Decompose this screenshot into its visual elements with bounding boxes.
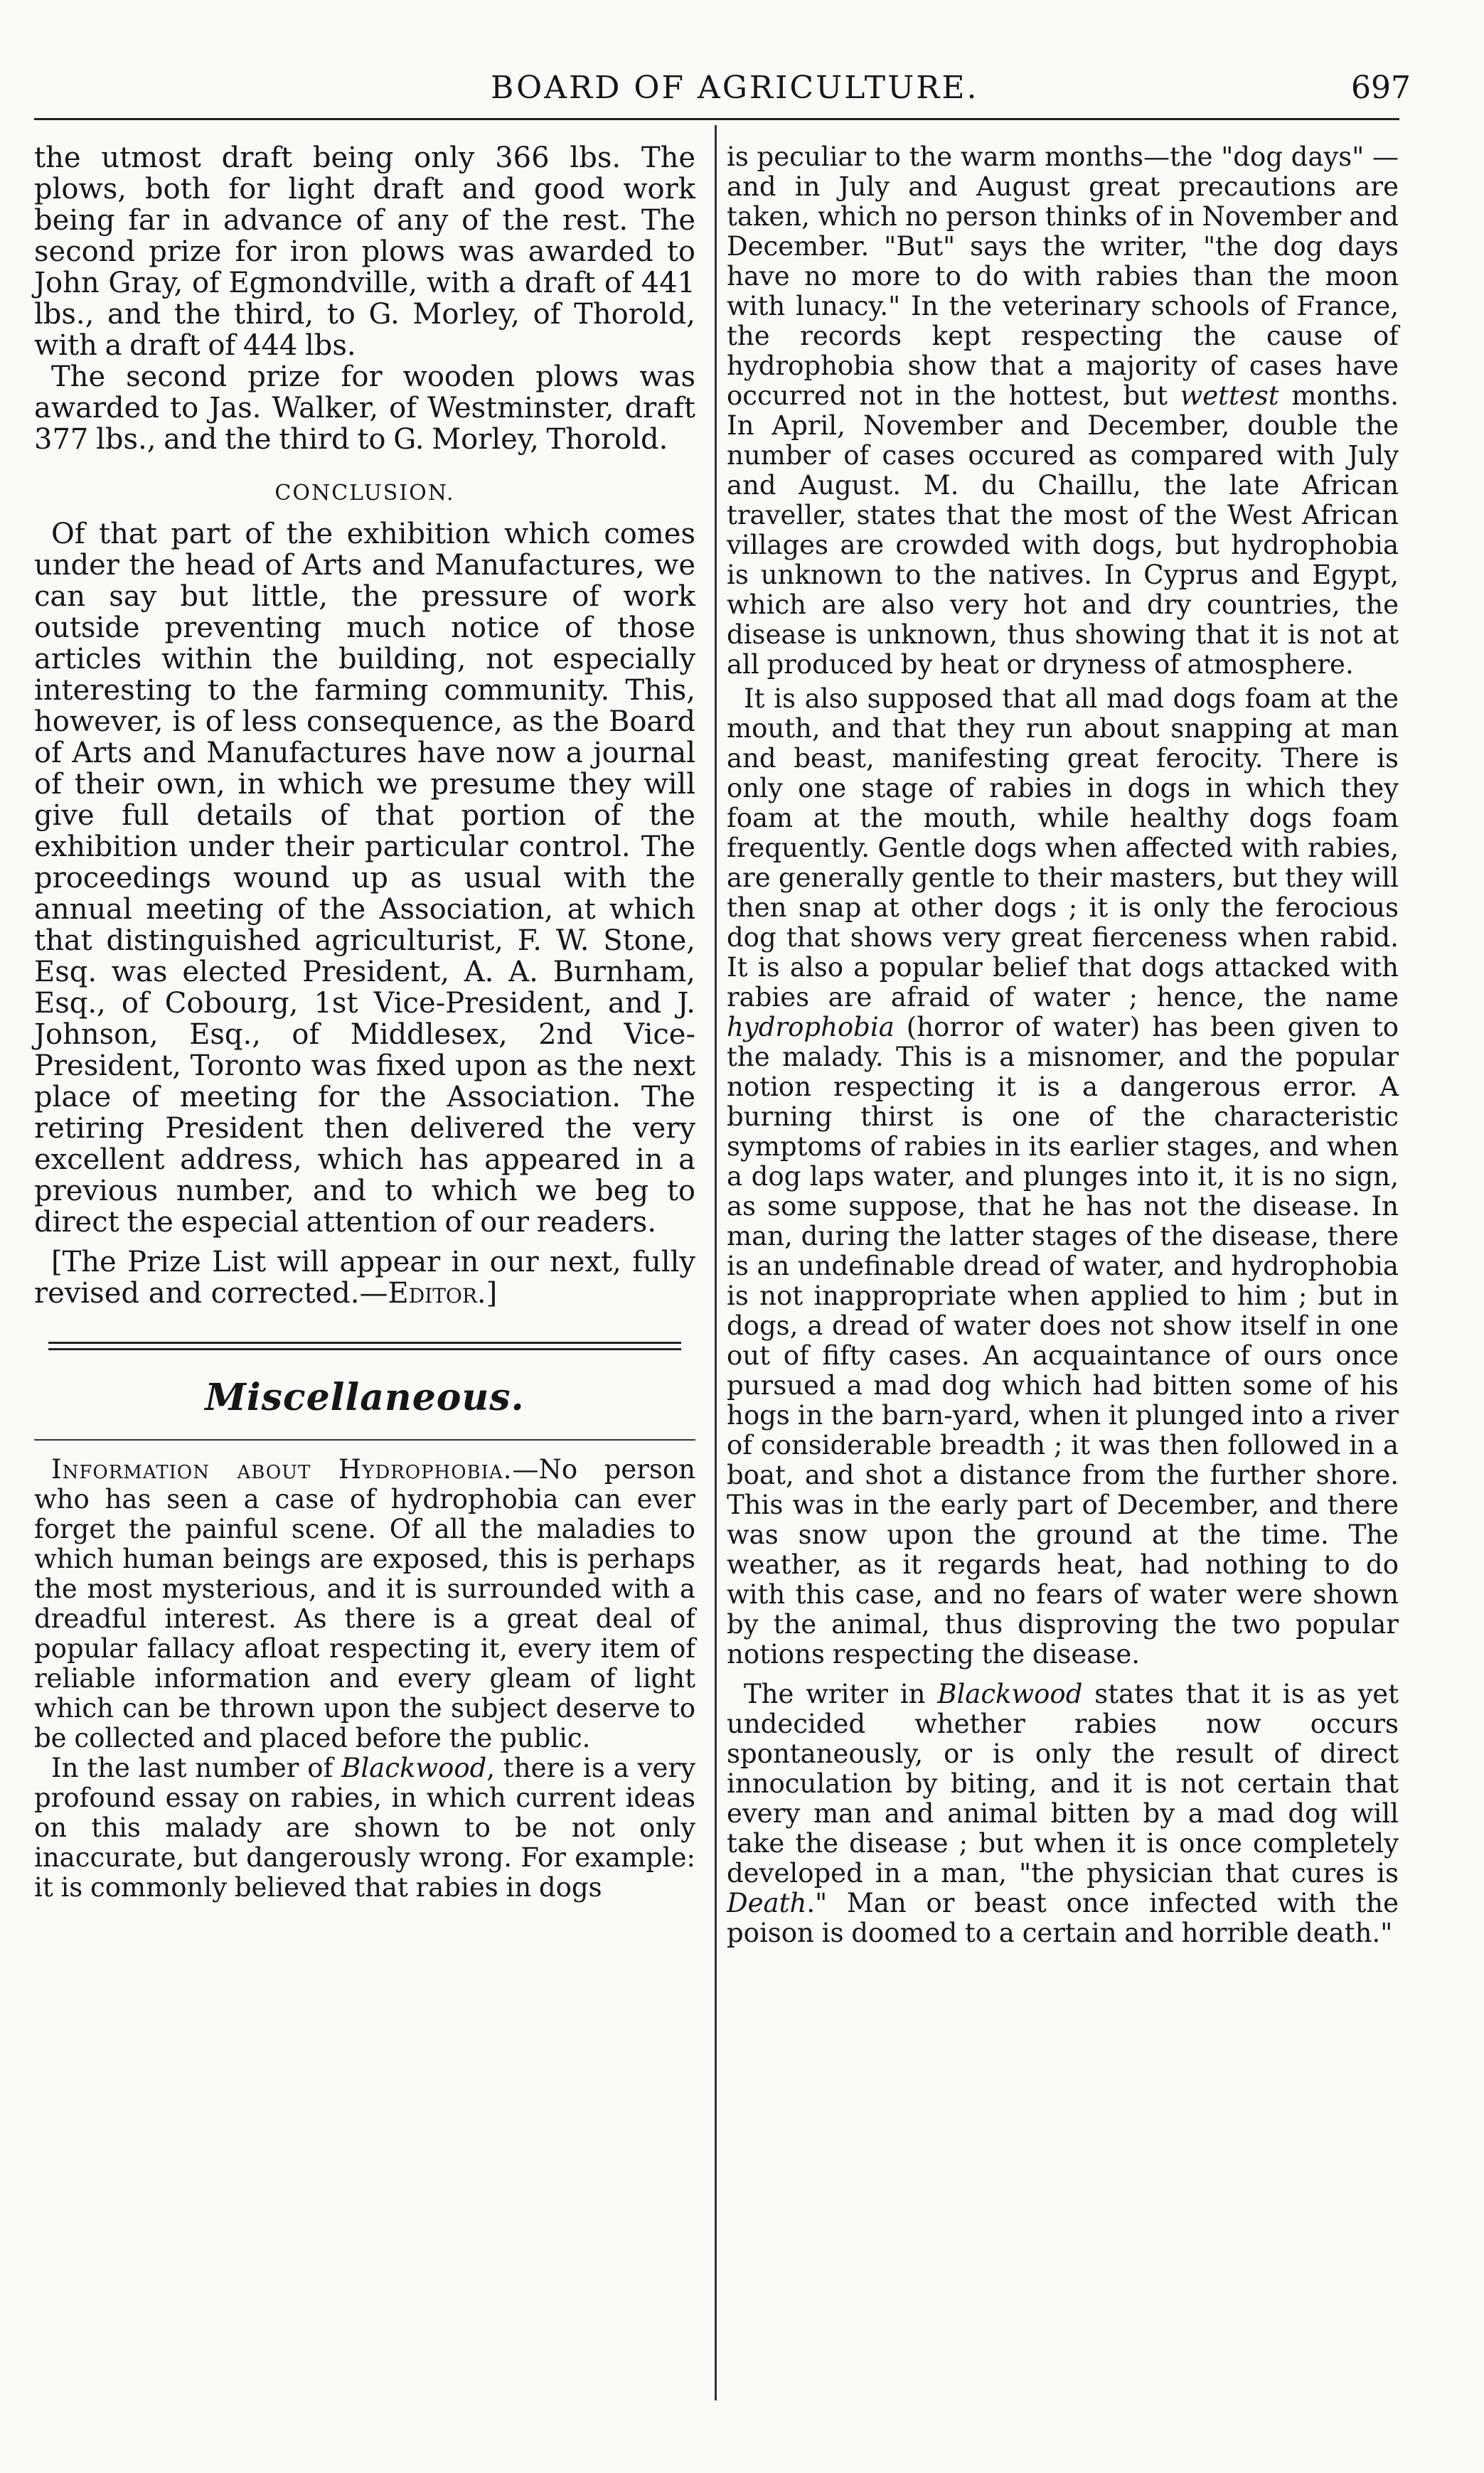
conclusion-heading: CONCLUSION.	[274, 481, 455, 506]
writer-text-c: ." Man or beast once infected with the poison is doomed to a certain and horrible death."	[727, 1888, 1399, 1948]
editor-signature: Editor.	[388, 1277, 486, 1310]
foam-paragraph	[727, 684, 1399, 1670]
section-rule	[34, 1439, 695, 1441]
blackwood-paragraph	[34, 1753, 695, 1903]
wooden-plows-paragraph: The second prize for wooden plows was awarded to Jas. Walker, of Westminster, draft 377 lbs., and the third to G. Morley, Thorold.	[34, 360, 695, 456]
editor-note-close: ]	[486, 1277, 498, 1310]
hydrophobia-intro-text: —No person who has seen a case of hydrophobia can ever forget the painful scene. Of all the maladies to which human beings are exposed, this is perhaps the most mysterious, and it is surrounded with a dreadful interest. As there is a great deal of popular fallacy afloat respecting it, every item of reliable information and every gleam of light which can be thrown upon the subject deserve to be collected and placed before the public.	[34, 1454, 695, 1753]
section-title: Miscellaneous.	[205, 1376, 525, 1419]
running-title: BOARD OF AGRICULTURE.	[491, 70, 979, 106]
editor-note-text: [The Prize List will appear in our next, fully revised and corrected.—	[34, 1246, 695, 1310]
wettest-word: wettest	[1180, 380, 1279, 411]
article-lead-title: Information about Hydrophobia.	[51, 1454, 513, 1485]
left-column	[34, 142, 695, 1903]
writer-text-b: states that it is as yet undecided whether rabies now occurs spontaneously, or is only the result of direct innoculation by biting, and it is not certain that every man and animal bitten by a mad dog will take the disease ; but when it is once completely developed in a man, "the physician that cures is	[727, 1679, 1399, 1889]
editor-note	[34, 1246, 695, 1309]
column-divider	[715, 125, 717, 2400]
right-column	[727, 142, 1399, 1948]
dog-days-text-a: is peculiar to the warm months—the "dog days" —and in July and August great precautions are taken, which no person thinks of in November and December. "But" says the writer, "the dog days have no more to do with rabies than the moon with lunacy." In the veterinary schools of France, the records kept respecting the cause of hydrophobia show that a majority of cases have occurred not in the hottest, but	[727, 141, 1399, 411]
page-number: 697	[1351, 70, 1411, 106]
blackwood-title: Blackwood	[341, 1753, 487, 1783]
blackwood-text-b: , there is a very profound essay on rabies, in which current ideas on this malady are shown to be not only inaccurate, but dangerously wrong. For example: it is commonly believed that rabies in dogs	[34, 1753, 696, 1903]
blackwood-text-a: In the last number of	[51, 1753, 342, 1783]
writer-paragraph	[727, 1679, 1399, 1948]
foam-text-b: (horror of water) has been given to the malady. This is a misnomer, and the popular notion respecting it is a dangerous error. A burning thirst is one of the characteristic symptoms of rabies in its earlier stages, and when a dog laps water, and plunges into it, it is no sign, as some suppose, that he has not the disease. In man, during the latter stages of the disease, there is an undefinable dread of water, and hydrophobia is not inappropriate when applied to him ; but in dogs, a dread of water does not show itself in one out of fifty cases. An acquaintance of ours once pursued a mad dog which had bitten some of his hogs in the barn-yard, when it plunged into a river of considerable breadth ; it was then followed in a boat, and shot a distance from the further shore. This was in the early part of December, and there was snow upon the ground at the time. The weather, as it regards heat, had nothing to do with this case, and no fears of water were shown by the animal, thus disproving the two popular notions respecting the disease.	[727, 1012, 1399, 1670]
foam-text-a: It is also supposed that all mad dogs foam at the mouth, and that they run about snapping at man and beast, manifesting great ferocity. There is only one stage of rabies in dogs in which they foam at the mouth, while healthy dogs foam frequently. Gentle dogs when affected with rabies, are generally gentle to their masters, but they will then snap at other dogs ; it is only the ferocious dog that shows very great fierceness when rabid. It is also a popular belief that dogs attacked with rabies are afraid of water ; hence, the name	[727, 683, 1399, 1013]
hydrophobia-word: hydrophobia	[727, 1012, 895, 1042]
running-head	[0, 70, 1484, 112]
writer-blackwood-title: Blackwood	[937, 1679, 1083, 1709]
writer-text-a: The writer in	[744, 1679, 938, 1709]
conclusion-paragraph: Of that part of the exhibition which comes under the head of Arts and Manufactures, we can say but little, the pressure of work outside preventing much notice of those articles within the building, not especially interesting to the farming community. This, however, is of less consequence, as the Board of Arts and Manufactures have now a journal of their own, in which we presume they will give full details of that portion of the exhibition under their particular control. The proceedings wound up as usual with the annual meeting of the Association, at which that distinguished agriculturist, F. W. Stone, Esq. was elected President, A. A. Burnham, Esq., of Cobourg, 1st Vice-President, and J. Johnson, Esq., of Middlesex, 2nd Vice-President, Toronto was fixed upon as the next place of meeting for the Association. The retiring President then delivered the very excellent address, which has appeared in a previous number, and to which we beg to direct the especial attention of our readers.	[34, 518, 695, 1239]
death-word: Death	[727, 1888, 807, 1918]
section-double-rule	[48, 1342, 681, 1350]
header-rule	[34, 118, 1399, 120]
hydrophobia-intro-paragraph	[34, 1455, 695, 1753]
dog-days-paragraph	[727, 142, 1399, 680]
dog-days-text-b: months. In April, November and December, double the number of cases occured as compared with July and August. M. du Chaillu, the late African traveller, states that the most of the West African villages are crowded with dogs, but hydrophobia is unknown to the natives. In Cyprus and Egypt, which are also very hot and dry countries, the disease is unknown, thus showing that it is not at all produced by heat or dryness of atmosphere.	[727, 380, 1399, 680]
plow-results-paragraph: the utmost draft being only 366 lbs. The plows, both for light draft and good work being far in advance of any of the rest. The second prize for iron plows was awarded to John Gray, of Egmondville, with a draft of 441 lbs., and the third, to G. Morley, of Thorold, with a draft of 444 lbs.	[34, 141, 695, 362]
